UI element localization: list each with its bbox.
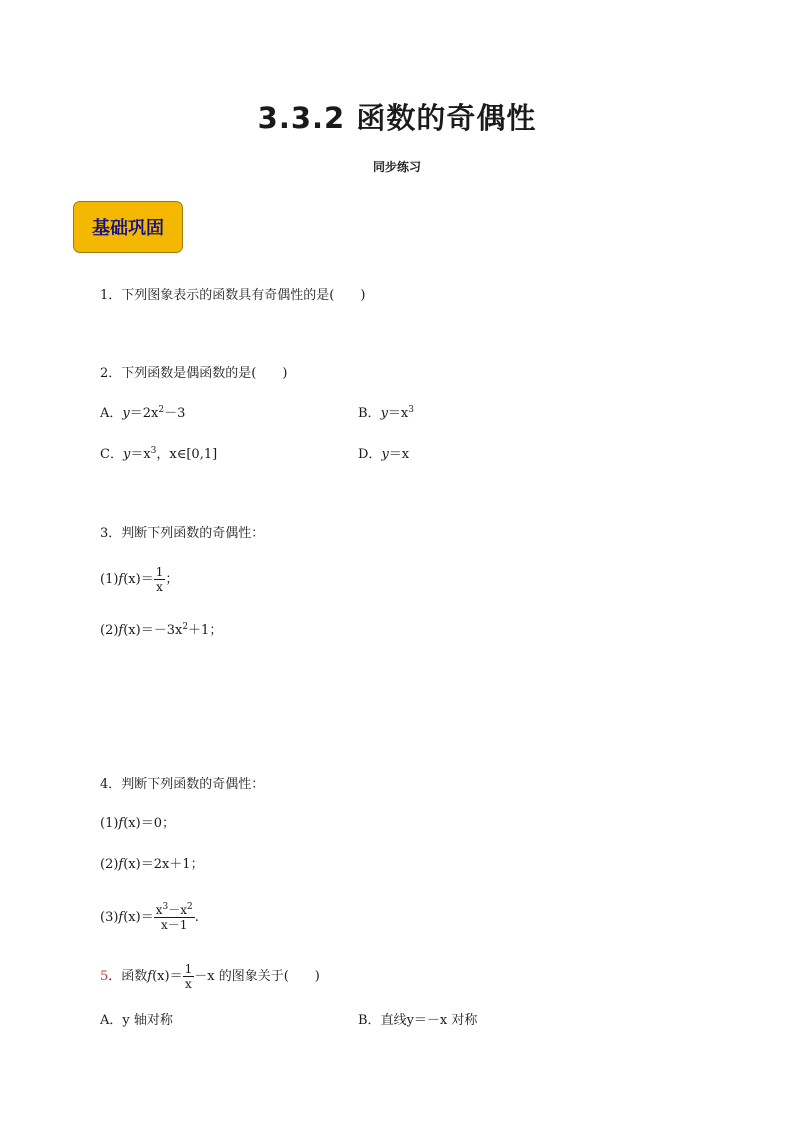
q4-part-3: (3)f(x)＝ $\frac{x^3-x^2}{x-1}$ . xyxy=(100,902,199,932)
question-text: ．判断下列函数的奇偶性： xyxy=(108,526,265,541)
q4-part-1: (1)f(x)＝0； xyxy=(100,816,175,831)
question-3 xyxy=(100,525,264,543)
section-badge: 基础巩固 xyxy=(73,201,183,253)
q4-part-2: (2)f(x)＝2x＋1； xyxy=(100,857,204,872)
fraction: $\frac{x^3-x^2}{x-1}$ xyxy=(155,902,193,932)
page-subtitle: 同步练习 xyxy=(372,160,421,174)
question-2 xyxy=(100,365,287,383)
question-number: 5 xyxy=(100,969,109,984)
fraction: $\frac{1}{x}$ xyxy=(155,565,164,594)
question-number: 3 xyxy=(100,526,109,541)
page-title: 3.3.2 函数的奇偶性 xyxy=(257,101,537,135)
q5-option-a: A．y 轴对称 xyxy=(100,1013,173,1028)
question-number: 4 xyxy=(100,777,109,792)
question-text: ．下列图象表示的函数具有奇偶性的是( ) xyxy=(108,288,366,303)
fraction: $\frac{1}{x}$ xyxy=(184,962,193,991)
question-number: 2 xyxy=(100,366,109,381)
q3-part-2: $(2)f(x)=-3x^2+1$； xyxy=(100,622,223,638)
q3-part-1: (1)f(x)＝ $\frac{1}{x}$ ； xyxy=(100,565,179,594)
q2-option-d: D．y＝x xyxy=(358,447,410,462)
q2-option-c: C．$y=x^3$，x∈[0,1] xyxy=(100,446,218,462)
question-5: 5．函数f(x)＝ $\frac{1}{x}$ －x 的图象关于( ) xyxy=(100,962,320,991)
q2-option-b: B．$y=x^3$ xyxy=(358,405,414,421)
question-number: 1 xyxy=(100,288,109,303)
q2-option-a: A．$y=2x^2-3$ xyxy=(100,405,186,421)
q5-option-b: B．直线y＝－x 对称 xyxy=(358,1013,478,1028)
question-text: ．判断下列函数的奇偶性： xyxy=(108,777,265,792)
question-4 xyxy=(100,776,264,794)
question-1 xyxy=(100,287,365,305)
question-text: ．下列函数是偶函数的是( ) xyxy=(108,366,288,381)
